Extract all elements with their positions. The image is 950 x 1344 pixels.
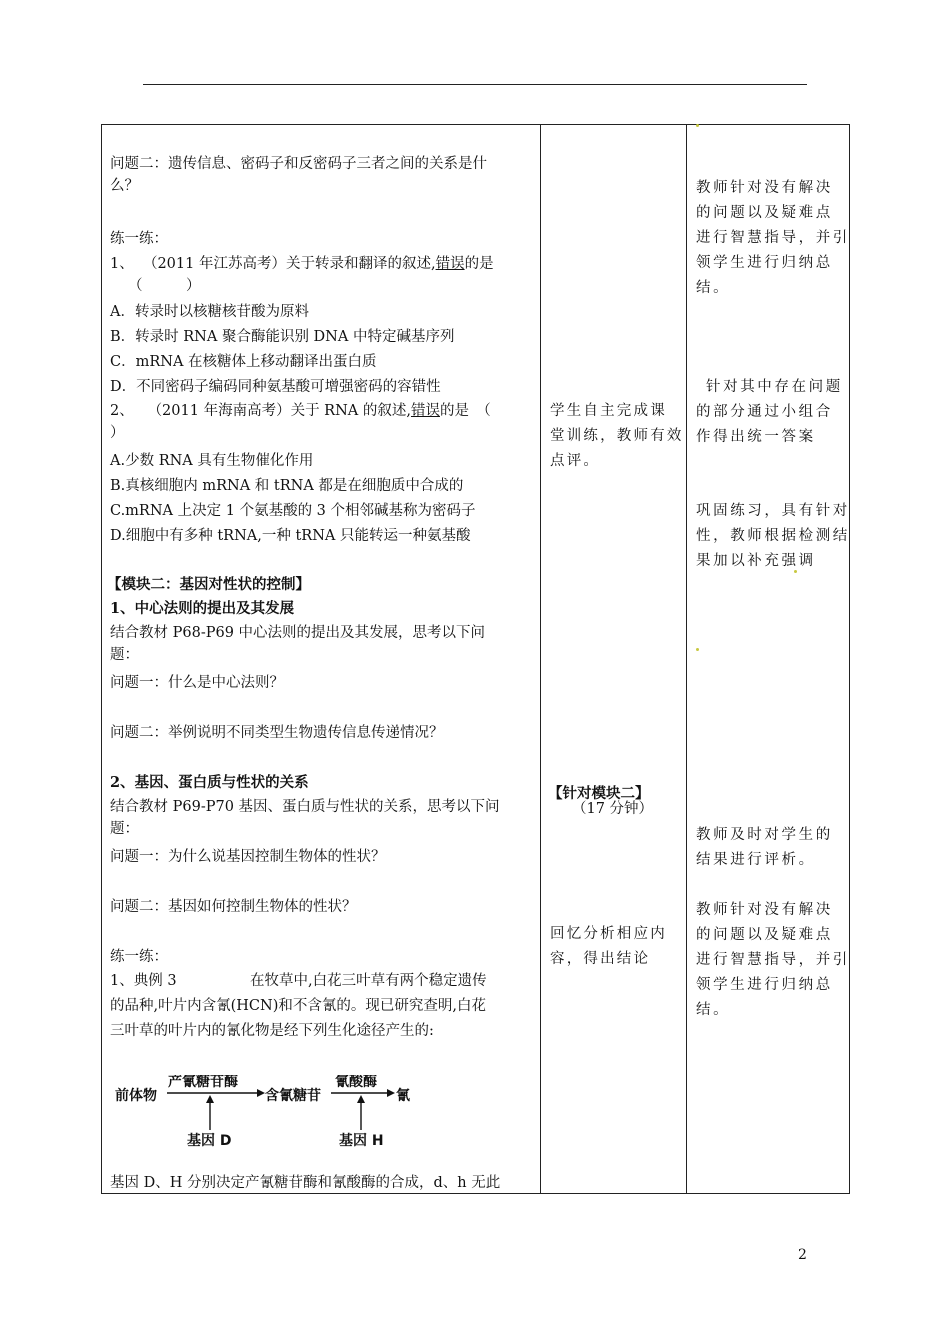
- guidance-text: 进行智慧指导，并引: [696, 230, 850, 246]
- module-tag: 【针对模块二】: [548, 785, 650, 802]
- exercise-stem: 三叶草的叶片内的氰化物是经下列生化途径产生的:: [110, 1023, 434, 1039]
- option: A．转录时以核糖核苷酸为原料: [110, 304, 309, 320]
- pathway-product: 氰: [396, 1088, 410, 1104]
- guidance-text: 领学生进行归纳总: [696, 255, 833, 271]
- exercise-stem: 基因 D、H 分别决定产氰糖苷酶和氰酸酶的合成，d、h 无此: [110, 1175, 501, 1191]
- activity-text: 容，得出结论: [550, 951, 651, 967]
- option: C．mRNA 在核糖体上移动翻译出蛋白质: [110, 354, 377, 370]
- guidance-text: 果加以补充强调: [696, 553, 816, 569]
- pathway-intermediate: 含氰糖苷: [265, 1088, 321, 1104]
- section-intro: 题：: [110, 647, 139, 663]
- pathway-precursor: 前体物: [115, 1088, 157, 1104]
- arrow-head: [257, 1089, 265, 1097]
- guidance-text: 进行智慧指导，并引: [696, 952, 850, 968]
- question-text: 问题一：为什么说基因控制生物体的性状？: [110, 849, 386, 865]
- page-number: 2: [798, 1247, 807, 1263]
- guidance-text: 巩固练习，具有针对: [696, 503, 850, 519]
- section-title: 2、基因、蛋白质与性状的关系: [110, 774, 309, 791]
- activity-text: 堂训练，教师有效: [550, 428, 684, 444]
- option: B．转录时 RNA 聚合酶能识别 DNA 中特定碱基序列: [110, 329, 455, 345]
- column-divider: [686, 125, 687, 1193]
- gene-label: 基因 H: [339, 1133, 384, 1149]
- guidance-text: 的问题以及疑难点: [696, 205, 833, 221]
- guidance-text: 性，教师根据检测结: [696, 528, 850, 544]
- module-time: （17 分钟）: [572, 801, 654, 817]
- module-title: 【模块二：基因对性状的控制】: [107, 576, 310, 593]
- guidance-text: 结。: [696, 1002, 731, 1018]
- section-intro: 结合教材 P68-P69 中心法则的提出及其发展，思考以下问: [110, 625, 486, 641]
- guidance-text: 结果进行评析。: [696, 852, 816, 868]
- cyanide-pathway-diagram: [115, 1075, 415, 1150]
- exercise-stem: 1、 （2011 年江苏高考）关于转录和翻译的叙述,错误的是: [110, 256, 494, 272]
- answer-blank: ）: [110, 425, 125, 441]
- question-text: 么？: [110, 178, 139, 194]
- arrow-head: [206, 1095, 214, 1103]
- scan-speck: [794, 570, 797, 573]
- activity-text: 回忆分析相应内: [550, 926, 667, 942]
- guidance-text: 教师针对没有解决: [696, 902, 833, 918]
- question-text: 问题二：基因如何控制生物体的性状？: [110, 899, 357, 915]
- question-text: 问题一：什么是中心法则？: [110, 675, 284, 691]
- option: A.少数 RNA 具有生物催化作用: [110, 453, 314, 469]
- practice-heading: 练一练：: [110, 231, 168, 247]
- guidance-text: 教师及时对学生的: [696, 827, 833, 843]
- guidance-text: 结。: [696, 280, 731, 296]
- option: C.mRNA 上决定 1 个氨基酸的 3 个相邻碱基称为密码子: [110, 503, 476, 519]
- guidance-text: 的部分通过小组合: [696, 404, 833, 420]
- arrow-head: [357, 1095, 365, 1103]
- exercise-stem: 在牧草中,白花三叶草有两个稳定遗传: [250, 973, 487, 989]
- guidance-text: 针对其中存在问题: [706, 379, 843, 395]
- option: D.细胞中有多种 tRNA,一种 tRNA 只能转运一种氨基酸: [110, 528, 471, 544]
- option: D．不同密码子编码同种氨基酸可增强密码的容错性: [110, 379, 441, 395]
- guidance-text: 的问题以及疑难点: [696, 927, 833, 943]
- gene-label: 基因 D: [187, 1133, 232, 1149]
- option: B.真核细胞内 mRNA 和 tRNA 都是在细胞质中合成的: [110, 478, 464, 494]
- lesson-table: [101, 124, 850, 1194]
- activity-text: 学生自主完成课: [550, 403, 667, 419]
- pathway-enzyme-label: 氰酸酶: [335, 1075, 377, 1090]
- guidance-text: 作得出统一答案: [696, 429, 816, 445]
- section-intro: 题：: [110, 821, 139, 837]
- scan-speck: [696, 648, 699, 651]
- section-intro: 结合教材 P69-P70 基因、蛋白质与性状的关系，思考以下问: [110, 799, 500, 815]
- practice-heading: 练一练：: [110, 949, 168, 965]
- column-divider: [540, 125, 541, 1193]
- header-rule: [143, 84, 807, 85]
- answer-blank: （ ）: [128, 278, 201, 294]
- arrow-head: [387, 1089, 395, 1097]
- exercise-stem: 的品种,叶片内含氰(HCN)和不含氰的。现已研究查明,白花: [110, 998, 486, 1014]
- guidance-text: 领学生进行归纳总: [696, 977, 833, 993]
- question-text: 问题二：举例说明不同类型生物遗传信息传递情况？: [110, 725, 444, 741]
- pathway-enzyme-label: 产氰糖苷酶: [168, 1075, 238, 1090]
- question-text: 问题二：遗传信息、密码子和反密码子三者之间的关系是什: [110, 156, 487, 172]
- exercise-stem: 2、 （2011 年海南高考）关于 RNA 的叙述,错误的是 （: [110, 403, 491, 419]
- activity-text: 点评。: [550, 453, 601, 469]
- exercise-label: 1、典例 3: [110, 973, 177, 989]
- scan-speck: [696, 124, 699, 127]
- guidance-text: 教师针对没有解决: [696, 180, 833, 196]
- section-title: 1、中心法则的提出及其发展: [110, 600, 295, 617]
